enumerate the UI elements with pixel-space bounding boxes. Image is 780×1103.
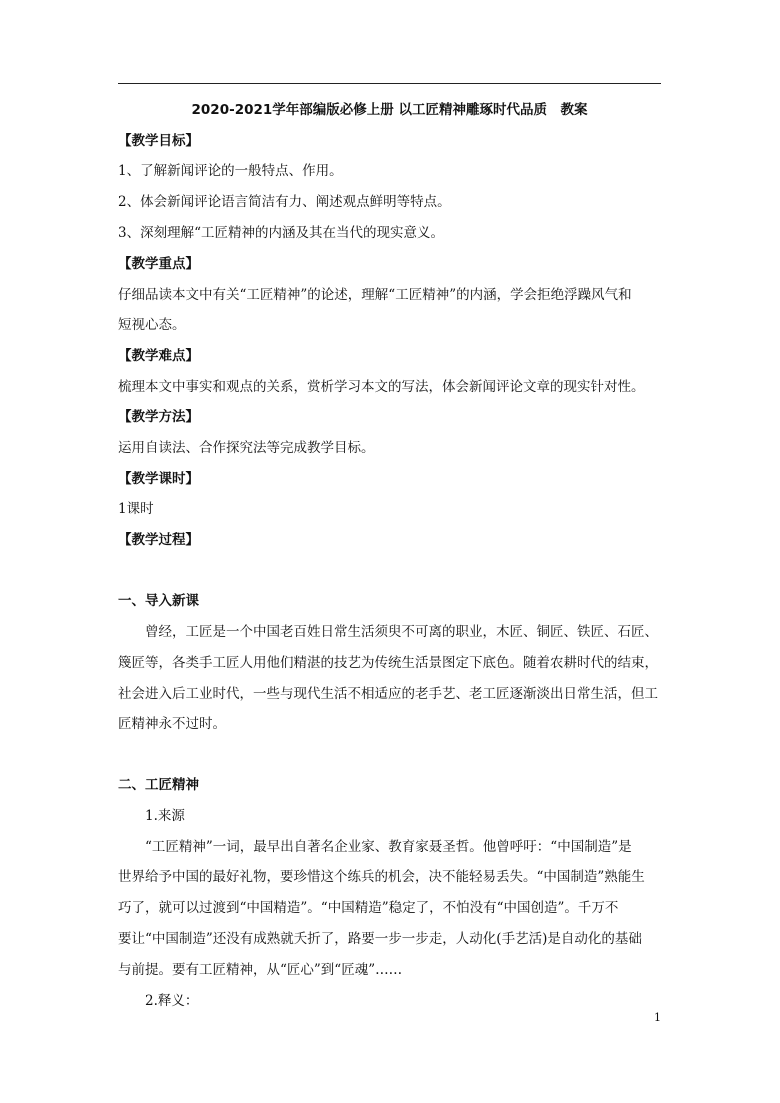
part2-text: “工匠精神”一词，最早出自著名企业家、教育家聂圣哲。他曾呼吁：“中国制造”是 xyxy=(145,839,632,855)
difficulty-text: 梳理本文中事实和观点的关系，赏析学习本文的写法，体会新闻评论文章的现实针对性。 xyxy=(118,379,645,395)
process-header: 【教学过程】 xyxy=(118,532,199,548)
part1-text: 匠精神永不过时。 xyxy=(118,716,226,732)
part2-sub1: 1.来源 xyxy=(145,808,185,824)
part1-text: 社会进入后工业时代，一些与现代生活不相适应的老手艺、老工匠逐渐淡出日常生活，但工 xyxy=(118,686,658,702)
method-header: 【教学方法】 xyxy=(118,409,199,425)
goal-item: 3、深刻理解“工匠精神的内涵及其在当代的现实意义。 xyxy=(118,225,444,241)
goal-item: 2、体会新闻评论语言简洁有力、阐述观点鲜明等特点。 xyxy=(118,194,451,210)
part2-text: 世界给予中国的最好礼物，要珍惜这个练兵的机会，决不能轻易丢失。“中国制造”熟能生 xyxy=(118,869,645,885)
page-number: 1 xyxy=(654,1011,661,1024)
hours-text: 1课时 xyxy=(118,501,154,517)
hours-header: 【教学课时】 xyxy=(118,471,199,487)
key-text: 短视心态。 xyxy=(118,317,186,333)
part2-text: 要让“中国制造”还没有成熟就夭折了，路要一步一步走，人动化(手艺活)是自动化的基础 xyxy=(118,931,642,947)
method-text: 运用自读法、合作探究法等完成教学目标。 xyxy=(118,440,375,456)
goals-header: 【教学目标】 xyxy=(118,133,199,149)
difficulty-header: 【教学难点】 xyxy=(118,348,199,364)
goal-item: 1、了解新闻评论的一般特点、作用。 xyxy=(118,163,343,179)
key-header: 【教学重点】 xyxy=(118,256,199,272)
part2-sub2: 2.释义： xyxy=(145,993,199,1009)
part1-text: 曾经，工匠是一个中国老百姓日常生活须臾不可离的职业，木匠、铜匠、铁匠、石匠、 xyxy=(145,624,658,640)
part2-heading: 二、工匠精神 xyxy=(118,777,199,793)
part2-text: 巧了，就可以过渡到“中国精造”。“中国精造”稳定了，不怕没有“中国创造”。千万不 xyxy=(118,900,619,916)
part1-text: 篾匠等，各类手工匠人用他们精湛的技艺为传统生活景图定下底色。随着农耕时代的结束， xyxy=(118,655,658,671)
part2-text: 与前提。要有工匠精神，从“匠心”到“匠魂”…… xyxy=(118,962,403,978)
page-title: 2020-2021学年部编版必修上册 以工匠精神雕琢时代品质 教案 xyxy=(191,102,588,118)
key-text: 仔细品读本文中有关“工匠精神”的论述，理解“工匠精神”的内涵，学会拒绝浮躁风气和 xyxy=(118,287,632,303)
part1-heading: 一、导入新课 xyxy=(118,593,199,609)
header-rule xyxy=(118,83,661,84)
